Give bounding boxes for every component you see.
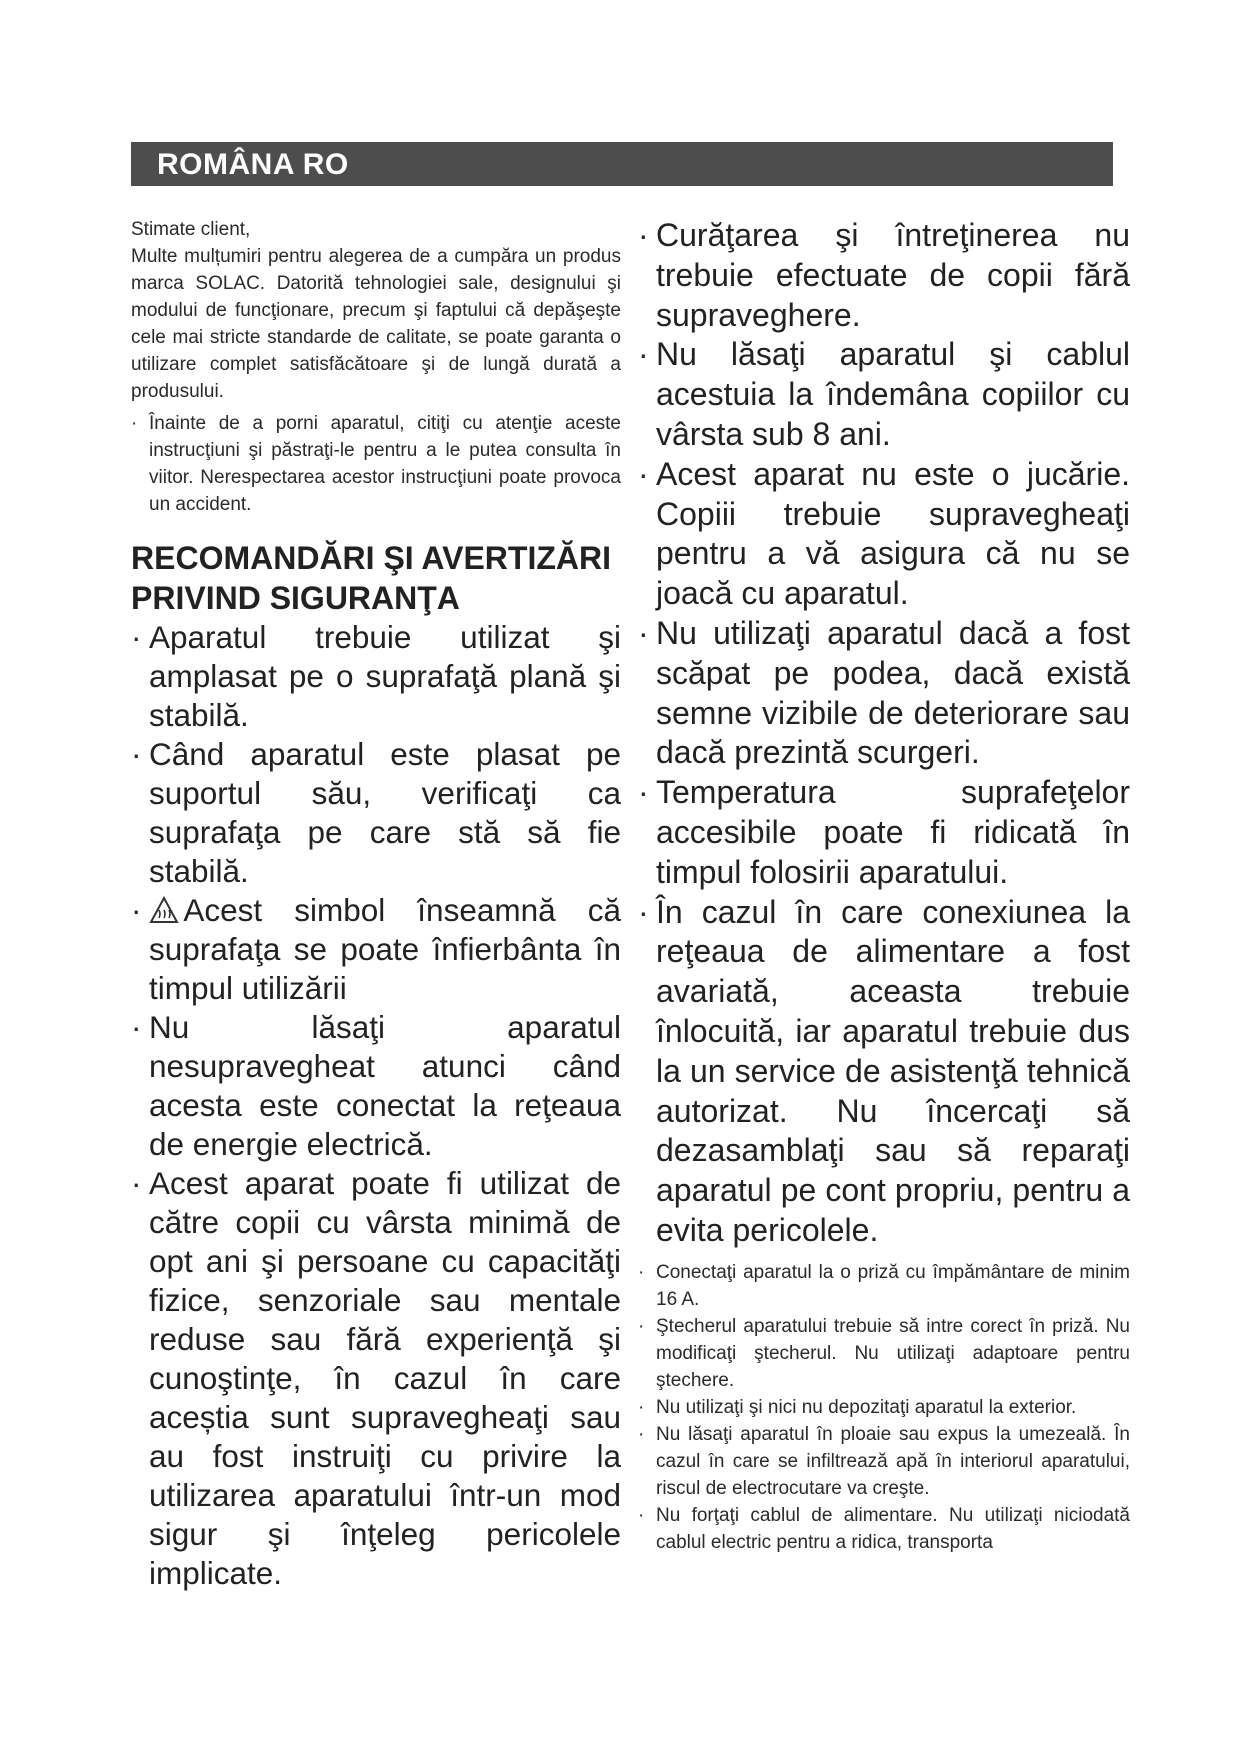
intro-body: Multe mulțumiri pentru alegerea de a cumpăra un produs marca SOLAC. Datorită tehnologiei sale, designului şi modului de funcţionare, precum şi faptului că depăşeşte cele mai stricte standarde de calitate, se poate garanta o utilizare complet satisfăcătoare şi de lungă durată a produsului. — [131, 246, 621, 402]
language-title: ROMÂNA RO — [157, 148, 349, 181]
bullet-icon: · — [131, 413, 138, 434]
bullet-icon: · — [131, 1165, 142, 1201]
list-item: · Nu utilizaţi şi nici nu depozitaţi aparatul la exterior. — [638, 1394, 1130, 1421]
bullet-icon: · — [638, 774, 649, 811]
bullet-icon: · — [638, 455, 649, 492]
list-item: · Acest aparat nu este o jucărie. Copiii trebuie supravegheaţi pentru a vă asigura că nu se joacă cu aparatul. — [638, 455, 1130, 612]
bullet-icon: · — [638, 1504, 645, 1526]
list-item: · Nu utilizaţi aparatul dacă a fost scăpat pe podea, dacă există semne vizibile de deteriorare sau dacă prezintă scurgeri. — [638, 614, 1130, 771]
safety-heading: RECOMANDĂRI ŞI AVERTIZĂRI PRIVIND SIGURANŢA — [131, 540, 611, 616]
hot-surface-warning-icon — [149, 896, 179, 924]
list-item: · Curăţarea şi întreţinerea nu trebuie efectuate de copii fără supraveghere. — [638, 217, 1130, 333]
bullet-icon: · — [638, 336, 649, 373]
list-item: · Conectaţi aparatul la o priză cu împământare de minim 16 A. — [638, 1259, 1130, 1313]
bullet-icon: · — [131, 892, 142, 928]
list-item: · Nu lăsaţi aparatul în ploaie sau expus la umezeală. În cazul în care se infiltrează apă în interiorul aparatului, riscul de electrocutare va creşte. — [638, 1421, 1130, 1502]
bullet-icon: · — [638, 1423, 645, 1445]
list-item: · Nu lăsaţi aparatul nesupravegheat atunci când acesta este conectat la reţeaua de energie electrică. — [131, 1009, 621, 1162]
list-item: · Ştecherul aparatului trebuie să intre corect în priză. Nu modificaţi ştecherul. Nu utilizaţi adaptoare pentru ştechere. — [638, 1313, 1130, 1394]
intro-greeting: Stimate client, — [131, 219, 251, 240]
bullet-icon: · — [131, 1009, 142, 1045]
list-item: · Nu lăsaţi aparatul şi cablul acestuia la îndemâna copiilor cu vârsta sub 8 ani. — [638, 336, 1130, 452]
bullet-icon: · — [131, 619, 142, 655]
bullet-icon: · — [638, 1315, 645, 1337]
intro-bullet-text: Înainte de a porni aparatul, citiţi cu atenţie aceste instrucţiuni şi păstraţi-le pentru a le putea consulta în viitor. Nerespectarea acestor instrucţiuni poate provoca un accident. — [149, 413, 621, 515]
list-item: · În cazul în care conexiunea la reţeaua de alimentare a fost avariată, aceasta trebuie înlocuită, iar aparatul trebuie dus la un service de asistenţă tehnică autorizat. Nu încercaţi să dezasamblaţi sau să reparaţi aparatul pe cont propriu, pentru a evita pericolele. — [638, 893, 1130, 1248]
right-column — [638, 216, 1130, 1556]
list-item: · Temperatura suprafeţelor accesibile poate fi ridicată în timpul folosirii aparatului. — [638, 774, 1130, 890]
bullet-icon: · — [638, 1396, 645, 1418]
list-item: · Aparatul trebuie utilizat şi amplasat pe o suprafaţă plană şi stabilă. — [131, 619, 621, 733]
bullet-icon: · — [131, 736, 142, 772]
list-item: · Când aparatul este plasat pe suportul său, verificaţi ca suprafaţa pe care stă să fie stabilă. — [131, 736, 621, 889]
list-item: · Acest simbol înseamnă că suprafaţa se poate înfierbânta în timpul utilizării — [131, 892, 621, 1006]
intro-bullet-item — [131, 410, 621, 518]
bullet-icon: · — [638, 1261, 645, 1283]
bullet-icon: · — [638, 614, 649, 651]
list-item: · Acest aparat poate fi utilizat de către copii cu vârsta minimă de opt ani şi persoane cu capacităţi fizice, senzoriale sau mentale reduse sau fără experienţă şi cunoştinţe, în cazul în care aceștia sunt supravegheaţi sau au fost instruiţi cu privire la utilizarea aparatului într-un mod sigur şi înţeleg pericolele implicate. — [131, 1165, 621, 1591]
list-item: · Nu forţaţi cablul de alimentare. Nu utilizaţi niciodată cablul electric pentru a ridica, transporta — [638, 1502, 1130, 1556]
bullet-icon: · — [638, 217, 649, 253]
bullet-icon: · — [638, 893, 649, 930]
language-header-bar — [131, 142, 1113, 186]
left-column — [131, 216, 621, 1593]
